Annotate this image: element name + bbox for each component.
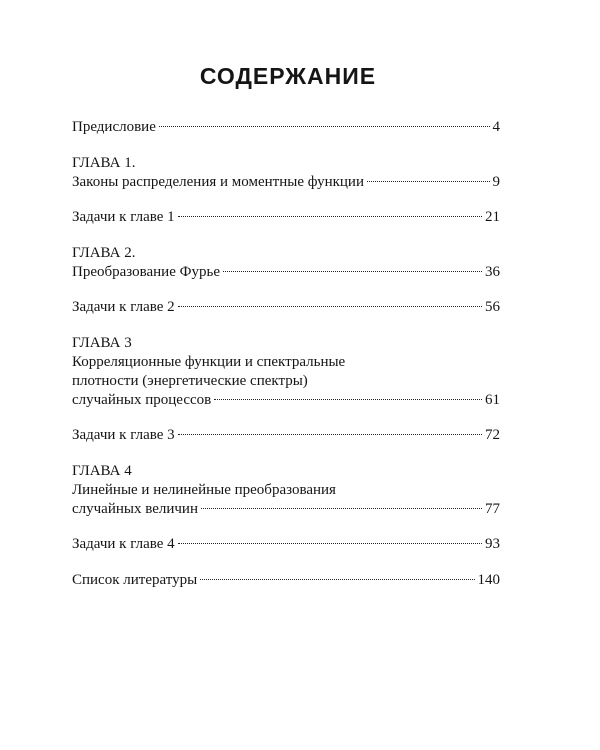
chapter-4-heading: ГЛАВА 4 xyxy=(72,463,132,479)
toc-page-number: 9 xyxy=(492,174,500,190)
chapter-2-heading: ГЛАВА 2. xyxy=(72,245,136,261)
toc-page-number: 36 xyxy=(485,264,500,280)
toc-entry-text: Задачи к главе 3 xyxy=(72,427,175,443)
dot-leader xyxy=(178,306,482,307)
toc-entry-text: Список литературы xyxy=(72,572,198,588)
chapter-3-heading: ГЛАВА 3 xyxy=(72,335,132,351)
toc-entry-chapter-1 xyxy=(72,172,500,192)
dot-leader xyxy=(178,543,482,544)
toc-entry-text: случайных величин xyxy=(72,501,198,517)
toc-entry-preface xyxy=(72,117,500,137)
page-title: СОДЕРЖАНИЕ xyxy=(199,63,377,89)
toc-page-number: 140 xyxy=(477,572,500,588)
toc-entry-text: Преобразование Фурье xyxy=(72,264,220,280)
toc-entry-bibliography xyxy=(72,570,500,590)
dot-leader xyxy=(178,434,482,435)
toc-entry-chapter-3-line-2: плотности (энергетические спектры) xyxy=(72,373,308,389)
toc-page-number: 93 xyxy=(485,536,500,552)
dot-leader xyxy=(159,126,490,127)
dot-leader xyxy=(214,399,482,400)
toc-entry-text: Задачи к главе 4 xyxy=(72,536,175,552)
toc-page-number: 21 xyxy=(485,209,500,225)
toc-page-number: 4 xyxy=(492,119,500,135)
toc-entry-text: Законы распределения и моментные функции xyxy=(72,174,364,190)
dot-leader xyxy=(178,216,482,217)
toc-entry-chapter-1-problems xyxy=(72,207,500,227)
toc-page-number: 56 xyxy=(485,299,500,315)
toc-entry-text: Предисловие xyxy=(72,119,156,135)
toc-page-number: 61 xyxy=(485,392,500,408)
toc-entry-chapter-2 xyxy=(72,262,500,282)
dot-leader xyxy=(367,181,490,182)
toc-entry-chapter-2-problems xyxy=(72,297,500,317)
toc-page-number: 72 xyxy=(485,427,500,443)
dot-leader xyxy=(223,271,482,272)
dot-leader xyxy=(201,508,482,509)
toc-entry-text: Задачи к главе 1 xyxy=(72,209,175,225)
toc-entry-text: случайных процессов xyxy=(72,392,212,408)
toc-entry-chapter-3-problems xyxy=(72,425,500,445)
toc-entry-chapter-4 xyxy=(72,499,500,519)
toc-entry-chapter-3-line-1: Корреляционные функции и спектральные xyxy=(72,354,346,370)
chapter-1-heading: ГЛАВА 1. xyxy=(72,155,136,171)
toc-entry-chapter-4-line-1: Линейные и нелинейные преобразования xyxy=(72,482,336,498)
toc-page-number: 77 xyxy=(485,501,500,517)
toc-entry-text: Задачи к главе 2 xyxy=(72,299,175,315)
toc-entry-chapter-4-problems xyxy=(72,534,500,554)
toc-entry-chapter-3 xyxy=(72,390,500,410)
dot-leader xyxy=(200,579,474,580)
